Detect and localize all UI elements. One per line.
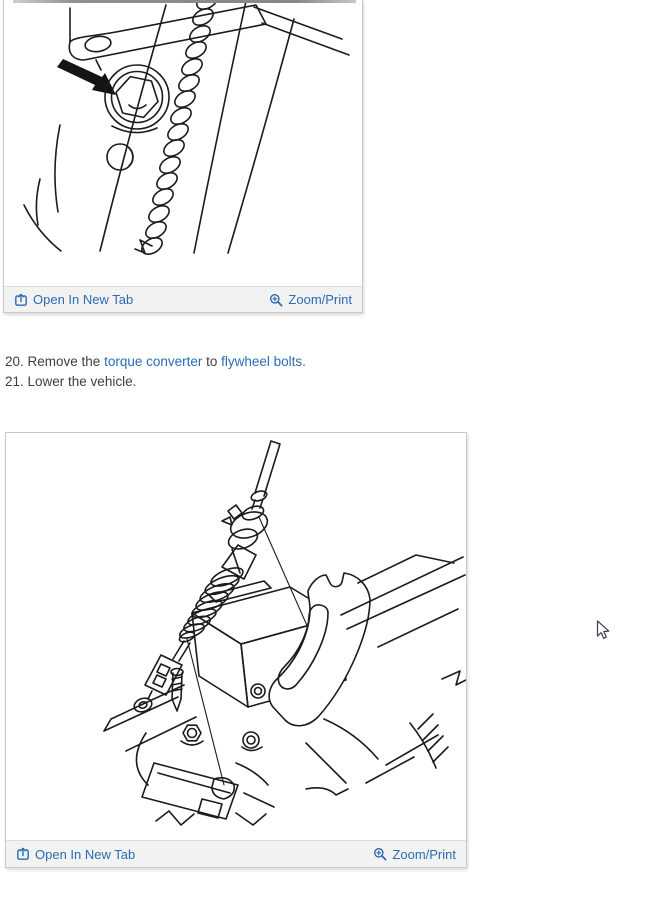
shift-cable-drawing bbox=[6, 433, 466, 840]
open-in-new-tab-link[interactable] bbox=[16, 847, 135, 861]
figure-toolbar bbox=[4, 286, 362, 312]
torque-converter-link[interactable]: torque converter bbox=[104, 354, 203, 369]
step-20 bbox=[5, 352, 306, 372]
step-20-text: 20. Remove the bbox=[5, 354, 105, 369]
diagram-card-shift-cable bbox=[5, 432, 467, 868]
zoom-print-link[interactable] bbox=[269, 293, 352, 307]
figure-toolbar bbox=[6, 840, 466, 867]
magnifier-plus-icon bbox=[373, 847, 387, 861]
instruction-steps bbox=[5, 352, 306, 392]
flywheel-bolts-link[interactable]: flywheel bolts. bbox=[221, 354, 306, 369]
magnifier-plus-icon bbox=[269, 293, 283, 307]
scroll-cutoff-bar bbox=[13, 0, 356, 3]
open-in-new-tab-label: Open In New Tab bbox=[35, 846, 136, 862]
open-in-new-tab-label: Open In New Tab bbox=[33, 292, 134, 307]
open-in-new-tab-icon bbox=[16, 847, 30, 861]
open-in-new-tab-icon bbox=[14, 293, 28, 307]
zoom-print-label: Zoom/Print bbox=[288, 292, 352, 307]
open-in-new-tab-link[interactable] bbox=[14, 293, 133, 307]
zoom-print-link[interactable] bbox=[373, 847, 456, 861]
step-20-text-mid: to bbox=[202, 354, 222, 369]
zoom-print-label: Zoom/Print bbox=[392, 846, 456, 862]
shift-cable-drawing-area bbox=[6, 433, 466, 840]
step-21-text: 21. Lower the vehicle. bbox=[5, 374, 137, 389]
mouse-cursor-icon bbox=[596, 620, 611, 646]
flywheel-bolt-drawing-area bbox=[4, 0, 362, 286]
diagram-card-flywheel-bolts bbox=[3, 0, 363, 313]
flywheel-bolt-drawing bbox=[4, 0, 362, 286]
step-21 bbox=[5, 372, 306, 392]
